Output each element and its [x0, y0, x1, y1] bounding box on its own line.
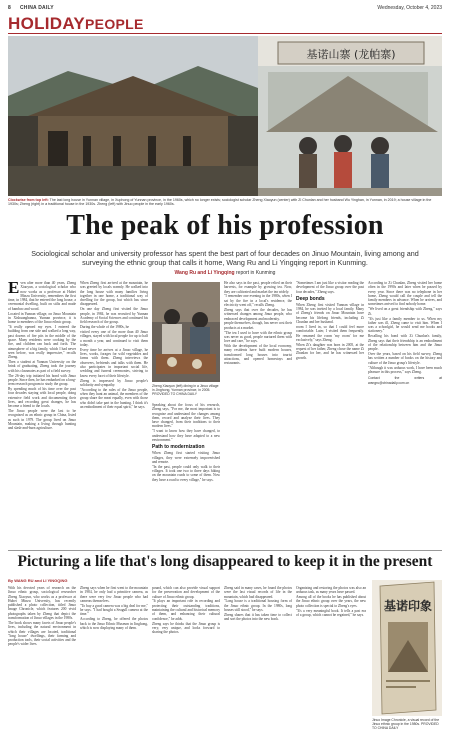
paragraph: The Jinuo people were the last to be recognized as an ethnic group in China, listed as such in 1979. The group lived on Jinuo Mountain, making a living through hunting and slash-and-burn agriculture. — [8, 409, 76, 431]
paragraph: Zheng says when he first went to the mountain in 1984, he only had a primitive camera, as there were very few Jinuo people who had cameras themselves. — [80, 586, 148, 603]
section-prefix: HOLIDAY — [8, 14, 86, 33]
paragraph: "It's a very meaningful book. It tells a past era of a group, which cannot be regained," he says. — [296, 608, 366, 617]
story2-column-2 — [80, 586, 148, 742]
paragraph: room I lived in, so that I could feel more comfortable. Later, I visited them frequently. He renamed the room 'my room' for me exclusively," says Zheng. — [296, 324, 364, 342]
paragraph: According to Zheng, he offered the photos back to the Jinuo Ethnic Museum in Jinghong, which is now displaying many of them. — [80, 617, 148, 630]
paragraph: On one day Zheng first visited the Jinuo people, in 1984, he was recruited by Yunnan Academy of Social Sciences and continued his field research of the group. — [80, 307, 148, 325]
paragraph: visited every one of the more than 40 Jinuo villages, stayed with local people for up to half a month a year, and continued to visit them today. — [80, 330, 148, 347]
subhead-deep-bonds: Deep bonds — [296, 295, 325, 302]
section-rule — [8, 33, 442, 34]
section-title — [8, 14, 144, 34]
page-number: 8 — [8, 5, 11, 11]
paragraph: "It plays an important role in recording and protecting their outstanding traditions, maintaining the cultural and historical memory of them, and enhancing their cultural confidence," he adds. — [152, 599, 220, 621]
caption-label: Clockwise from top left: — [8, 198, 49, 202]
village-sign-text: 基诺山寨 (龙帕寨) — [306, 48, 396, 61]
section-suffix: PEOPLE — [85, 16, 144, 32]
story2-column-5 — [296, 586, 366, 742]
paragraph: With the development of the local economy, many residents have built modern houses, transformed long houses into tourist attractions, and opened homestays and restaurants. — [224, 344, 292, 366]
paragraph: "The tea I used to have with the ethnic group was never as good, people nurtured them with love and care," he says. — [224, 330, 292, 344]
paragraph: ven after more than 40 years, Zheng Xiaoyun, a sociological scholar who now works as a professor at Hubei Minzu University, remembers the first time, in 1984, that he entered the long house, a ceremonial dwelling, built on stilts and made of bamboo and wood. — [8, 281, 76, 311]
paragraph: Located in Yunnan village, on Jinuo Mountain in Xishuangbanna, Yunnan province, it is home to members of the Jinuo ethnic group. — [8, 311, 76, 325]
paragraph: During the whole of the 1980s, he — [80, 325, 130, 330]
paragraph: When Zheng first started visiting Jinuo villages, they were extremely impoverished and remote. — [152, 451, 220, 464]
secondary-byline-names: By WANG RU and LI YINGQING — [8, 578, 68, 583]
paragraph: pound, which can also provide visual support for the preservation and development of the culture of Jinuo ethnic group. — [152, 586, 220, 599]
issue-date: Wednesday, October 4, 2023 — [377, 5, 442, 11]
paragraph: The book shows many facets of Jinuo people's lives, including the natural environment in which their villages are located, traditional "long house" dwellings, their farming and production tools, their social activities and the people's wider lives. — [8, 620, 76, 647]
byline-names: Wang Ru and Li Yingqing — [174, 270, 235, 276]
paragraph: "In the past, people could only walk to their villages. It took one two to three days hiking on the mountain roads to some of them. Now they have a road to every village," he says. — [152, 464, 220, 482]
main-photo-caption — [8, 198, 442, 207]
paragraph: "Sometimes I am just like a visitor reading the development of the Jinuo group over the past four decades," Zheng says. — [296, 281, 364, 294]
article-byline — [8, 270, 442, 276]
paragraph: Then a student at Yunnan University on the brink of graduating, Zheng took the journey with his classmates as part of a field survey. — [8, 360, 76, 373]
paragraph: Among all of the books he has published about the Jinuo ethnic group over the years, the new photo collection is special to Zheng's eyes. — [296, 595, 366, 608]
story2-column-3 — [152, 586, 220, 742]
secondary-byline — [8, 578, 68, 583]
paragraph: When Zi's daughter was born in 2005, at the request of her father, Zheng chose the name Zi Zhanlan for her, and he has witnessed her growth. — [296, 342, 364, 360]
secondary-headline: Picturing a life that's long disappeared to keep it in the present — [17, 553, 433, 570]
paragraph: When Zheng first visited Yunnan village in 1984, he was invited by a local family. Many of Zheng's friends on Jinuo Mountain have become his lifelong friends, including Zi Chunlan and her husband. — [296, 302, 364, 325]
paragraph: With his devoted years of research on the Jinuo ethnic group, sociological researcher Zheng Xiaoyun, who works as a professor at Hubei Minzu University, has recently published a photo collection, titled Jinuo Image Chronicle, which features 200 vivid photographs taken by Zheng that depict the transformation of Jinuo villages in the 1980s. — [8, 586, 76, 621]
story2-column-1 — [8, 586, 76, 742]
paragraph: Zheng says that over the decades, he has witnessed changes among Jinuo people, who embraced development and modernity. — [224, 307, 292, 321]
article-deck: Sociological scholar and university professor has spent the best part of four decades on Jinuo Mountain, living among and surveying the ethnic group that calls it home, Wang Ru and Li Yingqing report in Kunming. — [31, 249, 419, 267]
paragraph: "I remember one evening in the 1980s, when I sat by the fire in a local's residence, the electricity went off," recalls Zheng. — [224, 294, 292, 308]
dining-photo — [152, 282, 220, 382]
paragraph: Zheng said in many cases, he found the photos were the last visual records of life in the mountain, which had disappeared. — [224, 586, 292, 599]
paragraph: "Although it was arduous work, I have been much pleasure in this process," says Zheng. — [368, 365, 442, 374]
paragraph: people themselves, though, has never cost their products at a market. — [224, 321, 292, 330]
paragraph: Zheng shares that it has taken time to collect and sort the photos into the new book. — [224, 612, 292, 622]
dining-photo-caption: Zheng Xiaoyun (left) dining in a Jinuo village in Jinghong, Yunnan province, in 2005. PROVIDED TO CHINA DAILY — [152, 384, 219, 397]
paragraph: When Zheng first arrived at the mountain, he was greeted by locals warmly. He walked into the long house with many families living together in one home, a traditional way of dwelling for the group, but which has since disappeared. — [80, 281, 148, 307]
story-divider — [8, 550, 442, 551]
main-photo-collage — [8, 36, 442, 196]
paragraph: "It really opened my eyes. I entered the building from one side and walked a long way, past dozens of fire pits in the middle of the space. Many residents were cooking by the fire, and children ran back and forth. The atmosphere of a big family, which I had never seen before, was really impressive," recalls Zheng. — [8, 325, 76, 360]
article-column-2 — [80, 281, 148, 547]
paragraph: According to Zi Chunlan, Zheng visited her home often in the 1990s and later when he passed by every year. Since there was no telephone in her home, Zheng would call the couple and tell the family members in advance. When he arrives, and sometimes arrived to find nobody home. — [368, 281, 442, 307]
contact-line: Contact the writers at wangru@chinadaily.com.cn — [368, 376, 442, 385]
paragraph: "To buy a good camera was a big deal for me," he says. "I had bought a Seagull camera at the time." — [80, 603, 148, 617]
article-column-3 — [152, 403, 220, 547]
paragraph: Organizing and restoring the photos was also an arduous task, as many years have passed. — [296, 586, 366, 595]
paragraph: Every time he arrives at a Jinuo village, he lives, works, forages for wild vegetables and farms with them. Zheng interviews the observers, befriends and talks with them. He also participates in important social life, wedding and funeral ceremonies, striving to know every facet of their lifestyle. — [80, 347, 148, 378]
paragraph: The 26-day trip initiated his bond with Jinuo people. Since then, he has embarked on a long-term research program to study the group. — [8, 373, 76, 387]
publication-name: CHINA DAILY — [20, 5, 54, 11]
article-column-5 — [296, 281, 364, 547]
paragraph: "I want to know how they have changed, to understand how they have adapted to a new environment." — [152, 429, 220, 442]
paragraph: Speaking about the focus of his research, Zheng says, "For me, the most important is to recognize and understand the changes among them, record and analyze their lives. They have changed, from their traditions to their modern lives." — [152, 403, 220, 429]
subhead-path-to-modernization: Path to modernization — [152, 444, 205, 451]
drop-cap: E — [8, 281, 20, 297]
paragraph: By spending much of his time over the past four decades staying with local people, doing extensive field work and documenting their lives, and recording great changes, he has become a friend to the locals. — [8, 387, 76, 409]
main-headline: The peak of his profession — [66, 210, 384, 241]
caption-text: The last long house in Yunnan village, in Xuphong of Yunnan province, in the 1960s, which no longer exists; sociologist scholar Zheng Xiaoyun (center) with Zi Chunlan and her husband Wu Yinghan, in Yunnan, in 2019; a house village in the 1930s; Zheng (right) in a traditional house in the 1930s. Zheng (left) with Jinuo people in the early 1960s. — [8, 198, 432, 207]
book-title-text: 基诺印象 — [383, 599, 433, 613]
story2-column-4 — [224, 586, 292, 742]
paragraph: "We lived on a great friendship with Zheng," says Zi. — [368, 307, 442, 316]
paragraph: "According to the rules of the Jinuo people, when they hunt an animal, the members of the group share the meat equally, even with those who didn't take part in the hunting. I think it's an embodiment of their equal spirit," he says. — [80, 387, 148, 409]
article-column-4 — [224, 281, 292, 547]
book-caption: Jinuo Image Chronicle, a visual record of the Jinuo ethnic group in the 1980s. PROVIDED TO CHINA DAILY — [372, 718, 440, 731]
paragraph: Zheng says he thinks that the Jinuo group is very, very unique, and looks forward to sharing the photos. — [152, 621, 220, 635]
paragraph: Over the years, based on his field survey, Zheng has written a number of books on the history and culture of the Jinuo group's lifestyle. — [368, 352, 442, 365]
book-cover-image — [372, 580, 442, 716]
paragraph: "It's just like a family member to us. When my father was ill, Zheng came to visit him. When I was a schoolgirl, he would send me books and stationery." — [368, 316, 442, 334]
byline-location: report in Kunming — [236, 270, 276, 276]
paragraph: He also says in the past, people relied on their harvests, for example by growing tea. Now, they are cultivated and market the tea widely. — [224, 281, 292, 294]
article-column-6 — [368, 281, 442, 547]
paragraph: "Long house is a traditional housing form of the Jinuo ethnic group. In the 1980s, long houses still stood," he says. — [224, 599, 292, 613]
article-column-1 — [8, 281, 76, 547]
paragraph: Zheng is impressed by Jinuo people's solidarity and sympathy. — [80, 378, 148, 387]
paragraph: Recalling his bond with Zi Chunlan's family, Zheng says that their friendship is an embodiment of the relationship between him and the Jinuo people. — [368, 334, 442, 352]
